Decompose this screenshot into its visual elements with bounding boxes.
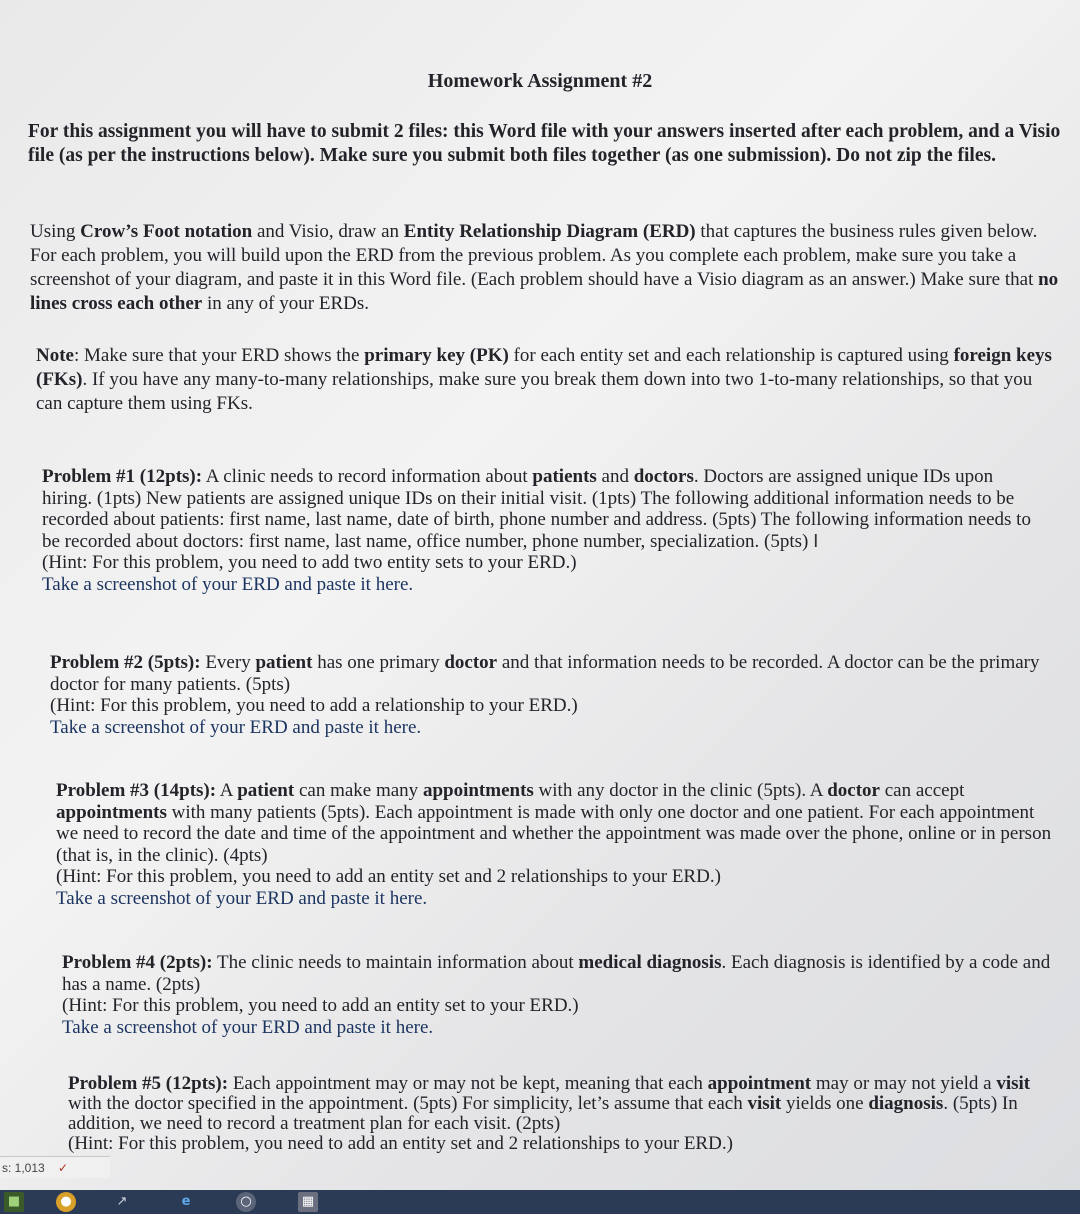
instr-bold-2: Entity Relationship Diagram (ERD) [403,221,696,242]
p1-text-1: A clinic needs to record information about [202,466,533,487]
problem-1-label: Problem #1 (12pts): [42,466,203,487]
edge-icon[interactable]: e [181,1194,191,1209]
p2-bold-2: doctor [444,652,498,673]
windows-taskbar [0,1190,1080,1214]
problem-1 [42,466,1042,595]
p1-text-2: and [596,466,634,487]
p2-bold-1: patient [255,652,313,673]
app-icon[interactable]: ↗ [116,1194,128,1209]
text-cursor-icon: I [813,530,819,552]
p3-bold-1: patient [237,780,295,801]
start-icon[interactable]: ■ [4,1192,24,1212]
p2-text-3: and that information needs to be recorded. A doctor can be the primary doctor for many patients. (5pts) [50,652,1040,695]
p2-text-1: Every [200,652,256,673]
chrome-icon[interactable]: ● [56,1192,76,1212]
problem-2-label: Problem #2 (5pts): [50,652,201,673]
note-bold-1: primary key (PK) [364,345,509,366]
instr-text-1: Using [30,221,81,242]
proofing-icon[interactable]: ✓ [58,1161,69,1175]
p3-bold-4: appointments [56,801,167,823]
p4-bold-1: medical diagnosis [578,952,722,973]
problem-5-label: Problem #5 (12pts): [68,1073,229,1094]
instr-text-2: and Visio, draw an [252,221,404,242]
p3-text-2: can make many [294,780,423,801]
p5-bold-4: diagnosis [868,1093,944,1114]
intro-text: For this assignment you will have to submit 2 files: this Word file with your answers inserted after each problem, and a Visio file (as per the instructions below). Make sure you submit both files together (as one submission). Do not zip the files. [28,121,1061,166]
p3-text-4: can accept [879,780,965,801]
p3-bold-3: doctor [827,780,880,801]
p1-hint: (Hint: For this problem, you need to add two entity sets to your ERD.) [42,552,577,573]
p1-text-3: . Doctors are assigned unique IDs upon hiring. (1pts) New patients are assigned unique IDs on their initial visit. (1pts) The following additional information needs to be recorded about patients: first name, last name, date of birth, phone number and address. (5pts) The following information needs to be recorded about doctors: first name, last name, office number, phone number, specialization. (5pts) [42,466,1031,552]
intro-paragraph [28,120,1064,168]
instructions-paragraph [30,220,1060,316]
word-document-page[interactable] [14,48,1066,1208]
p5-text-5: . (5pts) In addition, we need to record a treatment plan for each visit. (2pts) [68,1093,1018,1134]
p3-text-5: with many patients (5pts). Each appointment is made with only one doctor and one patient. For each appointment we need to record the date and time of the appointment and whether the appointment was made over the phone, online or in person (that is, in the clinic). (4pts) [56,801,1052,866]
p3-screenshot-placeholder[interactable]: Take a screenshot of your ERD and paste it here. [56,887,428,909]
note-bold-2: foreign keys (FKs) [36,345,1052,390]
problem-5 [68,1074,1058,1154]
word-count[interactable]: s: 1,013 [2,1161,45,1175]
p5-bold-1: appointment [707,1073,812,1094]
note-text-1: : Make sure that your ERD shows the [73,345,365,366]
p5-text-2: may or may not yield a [811,1073,997,1094]
instr-text-3: that captures the business rules given below. For each problem, you will build upon the ERD from the previous problem. As you complete each problem, make sure you take a screenshot of your diagram, and paste it in this Word file. (Each problem should have a Visio diagram as an answer.) Make sure that [30,221,1039,290]
problem-3 [56,780,1056,909]
note-paragraph [36,344,1054,416]
p1-bold-1: patients [532,466,597,487]
p5-bold-3: visit [747,1093,782,1114]
p4-text-2: . Each diagnosis is identified by a code and has a name. (2pts) [62,952,1051,995]
p5-hint: (Hint: For this problem, you need to add an entity set and 2 relationships to your ERD.) [68,1133,733,1154]
word-status-bar [0,1156,110,1178]
note-label: Note [36,345,74,366]
instr-bold-1: Crow’s Foot notation [80,221,253,242]
problem-4 [62,952,1062,1038]
p1-bold-2: doctors [633,466,694,487]
instr-text-4: in any of your ERDs. [202,293,369,314]
p4-screenshot-placeholder[interactable]: Take a screenshot of your ERD and paste it here. [62,1016,434,1038]
calculator-icon[interactable]: ▦ [298,1192,318,1212]
problem-2 [50,652,1050,738]
p5-text-1: Each appointment may or may not be kept, meaning that each [228,1073,708,1094]
p5-text-4: yields one [781,1093,869,1114]
document-title: Homework Assignment #2 [427,70,653,92]
p2-screenshot-placeholder[interactable]: Take a screenshot of your ERD and paste it here. [50,716,422,738]
note-text-2: for each entity set and each relationship is captured using [508,345,954,366]
p3-text-1: A [216,780,238,801]
problem-3-label: Problem #3 (14pts): [56,780,217,801]
p3-text-3: with any doctor in the clinic (5pts). A [533,780,828,801]
p5-text-3: with the doctor specified in the appointment. (5pts) For simplicity, let’s assume that each [68,1093,748,1114]
note-text-3: . If you have any many-to-many relationships, make sure you break them down into two 1-to-many relationships, so that you can capture them using FKs. [36,369,1033,414]
p1-screenshot-placeholder[interactable]: Take a screenshot of your ERD and paste it here. [42,573,414,595]
p2-text-2: has one primary [312,652,445,673]
p3-hint: (Hint: For this problem, you need to add an entity set and 2 relationships to your ERD.) [56,866,721,887]
p2-hint: (Hint: For this problem, you need to add a relationship to your ERD.) [50,695,578,716]
p5-bold-2: visit [996,1073,1031,1094]
instr-bold-3: no lines cross each other [30,269,1059,314]
p3-bold-2: appointments [422,780,534,801]
p4-text-1: The clinic needs to maintain information about [212,952,579,973]
p4-hint: (Hint: For this problem, you need to add an entity set to your ERD.) [62,995,579,1016]
search-icon[interactable]: ○ [236,1192,256,1212]
problem-4-label: Problem #4 (2pts): [62,952,213,973]
